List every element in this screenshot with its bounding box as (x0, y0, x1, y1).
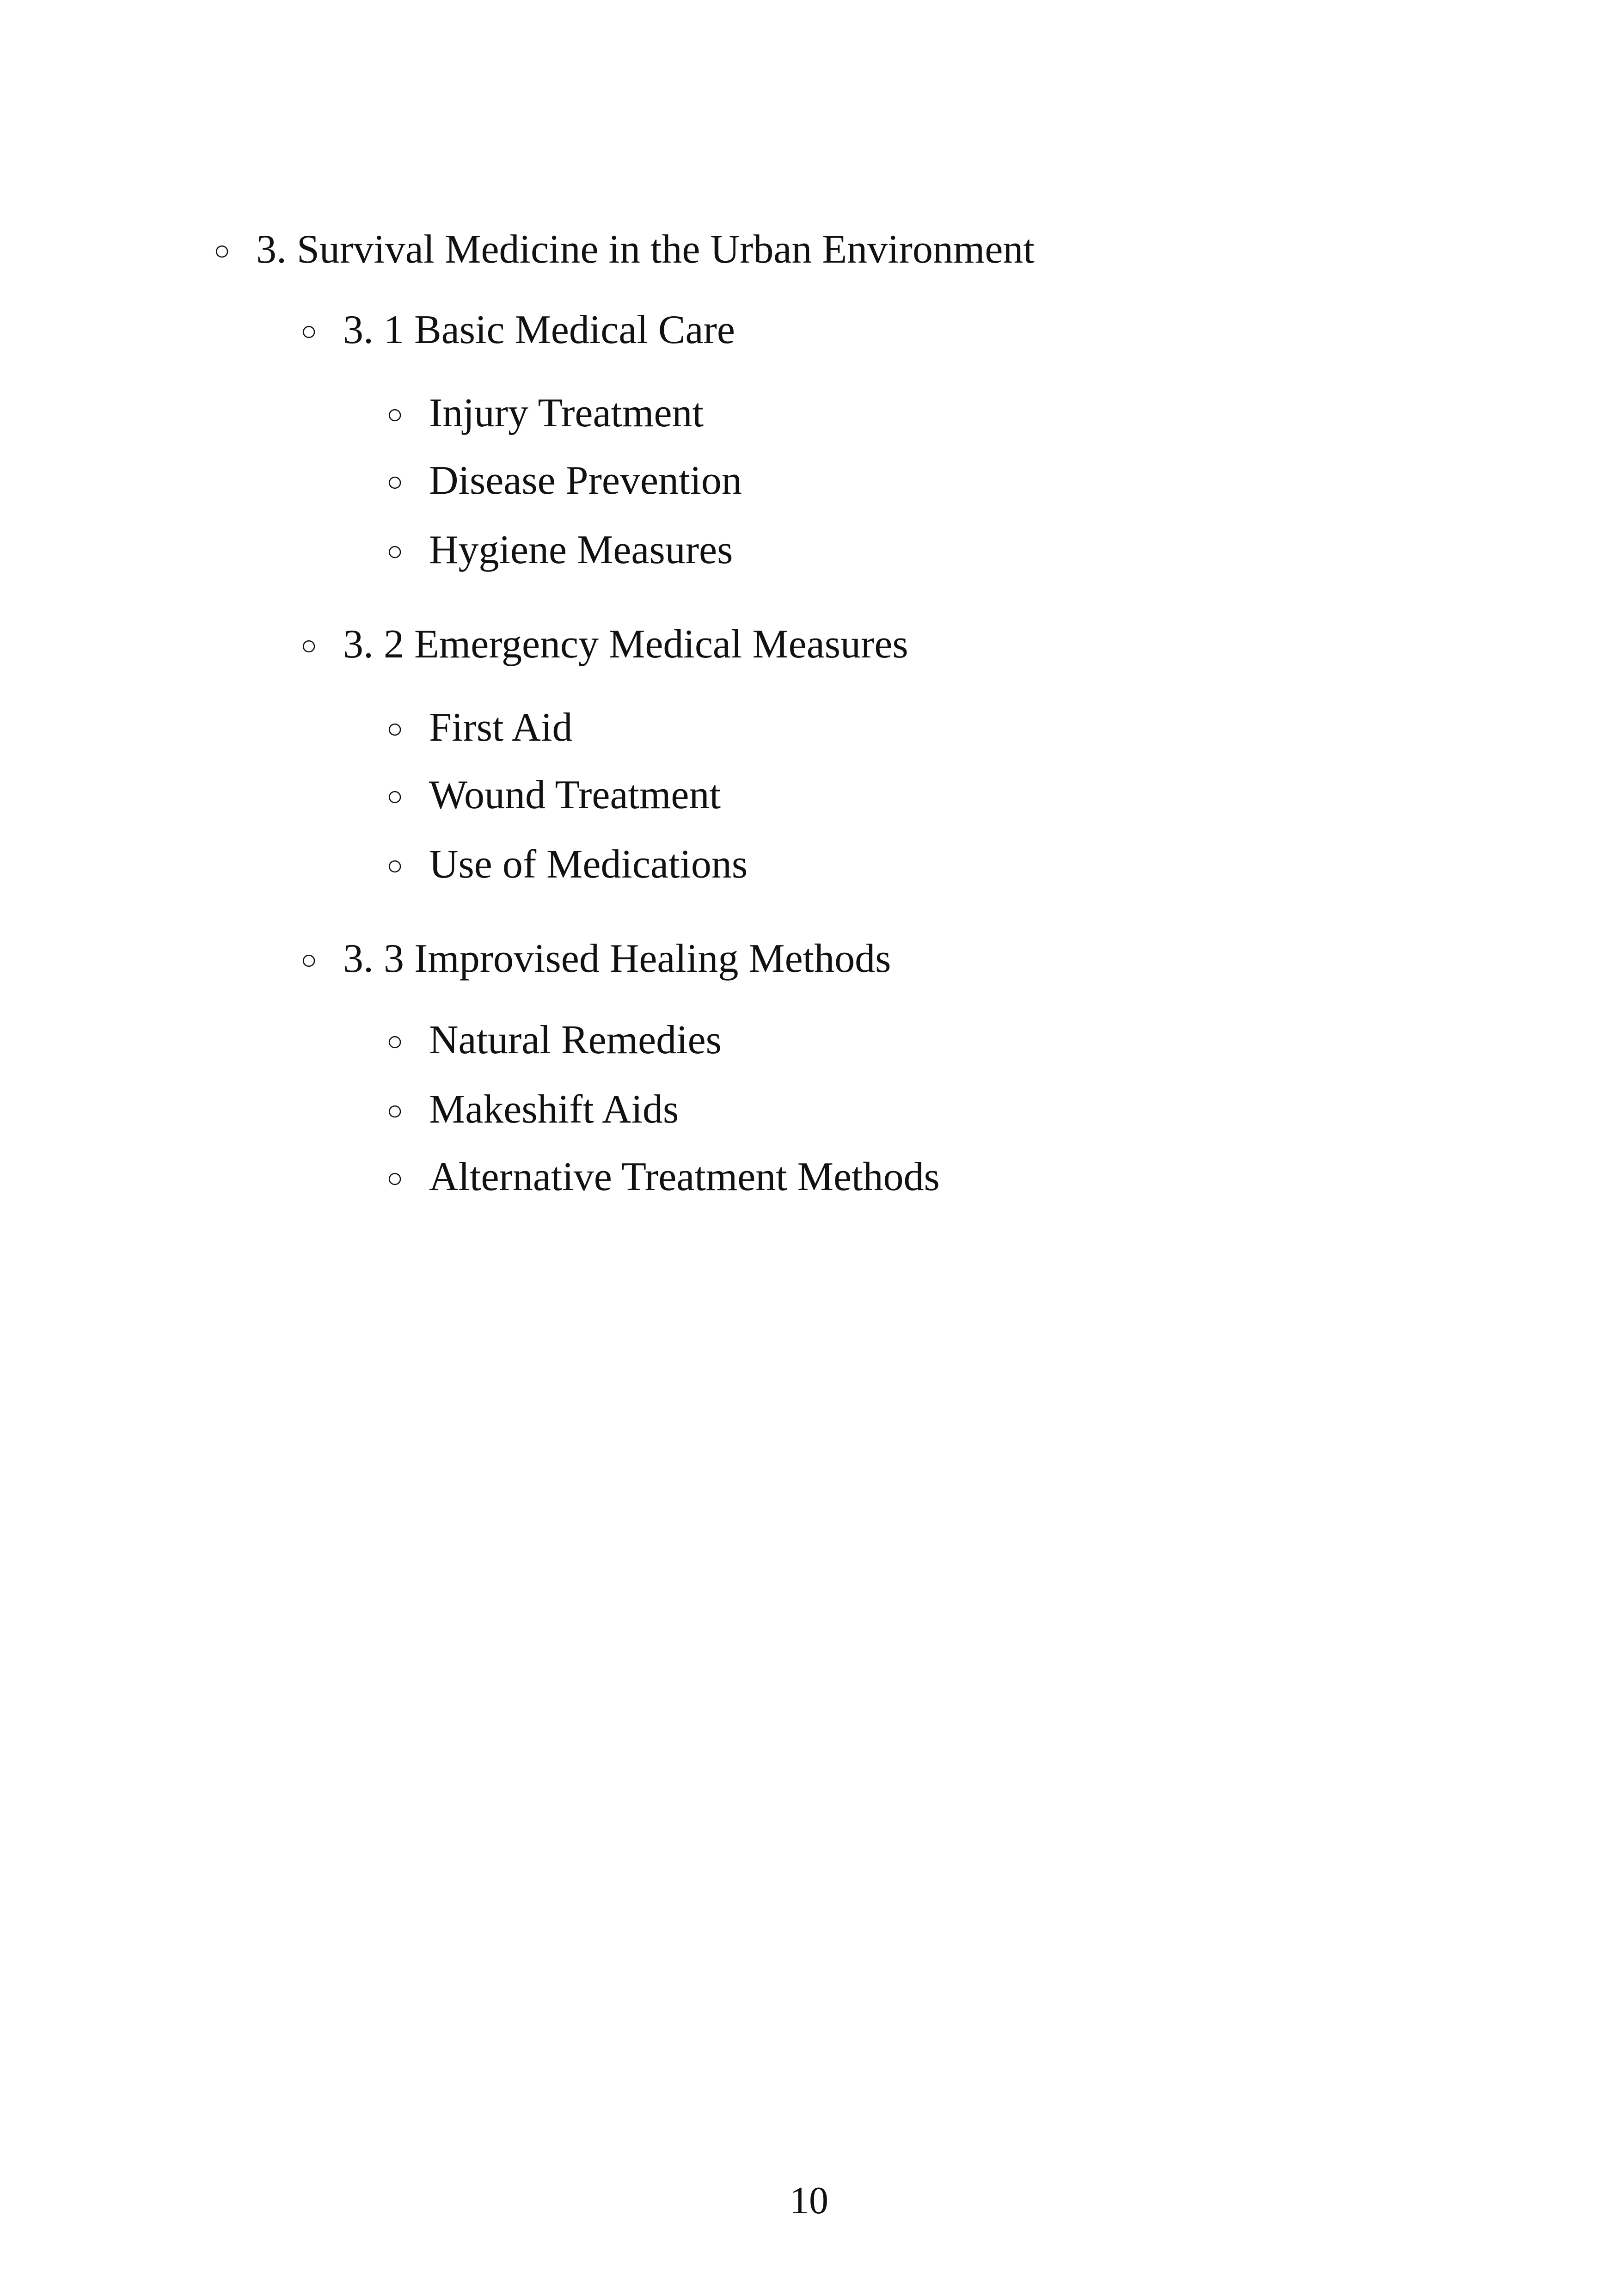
item-label: Disease Prevention (429, 458, 742, 503)
item-label: Natural Remedies (429, 1018, 722, 1062)
outline-item (386, 775, 721, 816)
hollow-circle-icon: ○ (386, 850, 404, 881)
outline-item (386, 460, 742, 501)
outline-item (386, 1020, 722, 1061)
item-label: Alternative Treatment Methods (429, 1154, 940, 1199)
outline-item (386, 393, 704, 434)
outline-subsection-3-2 (300, 624, 908, 665)
hollow-circle-icon: ○ (386, 1163, 404, 1193)
outline-item (386, 1089, 679, 1130)
page-number: 10 (790, 2179, 828, 2222)
hollow-circle-icon: ○ (386, 713, 404, 744)
hollow-circle-icon: ○ (300, 316, 318, 346)
hollow-circle-icon: ○ (386, 536, 404, 566)
section-label: 3. Survival Medicine in the Urban Environment (256, 227, 1035, 272)
outline-item (386, 1154, 940, 1199)
outline-item (386, 844, 748, 885)
item-label: Wound Treatment (429, 773, 721, 817)
hollow-circle-icon: ○ (300, 945, 318, 975)
subsection-label: 3. 3 Improvised Healing Methods (343, 936, 891, 981)
outline-section-title (214, 229, 1035, 270)
hollow-circle-icon: ○ (386, 467, 404, 497)
item-label: Hygiene Measures (429, 528, 733, 572)
item-label: Use of Medications (429, 842, 748, 887)
hollow-circle-icon: ○ (386, 399, 404, 430)
item-label: First Aid (429, 705, 573, 750)
subsection-label: 3. 2 Emergency Medical Measures (343, 622, 908, 667)
hollow-circle-icon: ○ (214, 235, 231, 266)
outline-subsection-3-3 (300, 936, 891, 981)
hollow-circle-icon: ○ (300, 630, 318, 661)
outline-subsection-3-1 (300, 307, 735, 352)
item-label: Injury Treatment (429, 391, 704, 436)
item-label: Makeshift Aids (429, 1087, 679, 1132)
outline-item (386, 530, 733, 571)
hollow-circle-icon: ○ (386, 1026, 404, 1056)
hollow-circle-icon: ○ (386, 781, 404, 811)
outline-item (386, 707, 573, 748)
hollow-circle-icon: ○ (386, 1095, 404, 1126)
subsection-label: 3. 1 Basic Medical Care (343, 307, 735, 352)
